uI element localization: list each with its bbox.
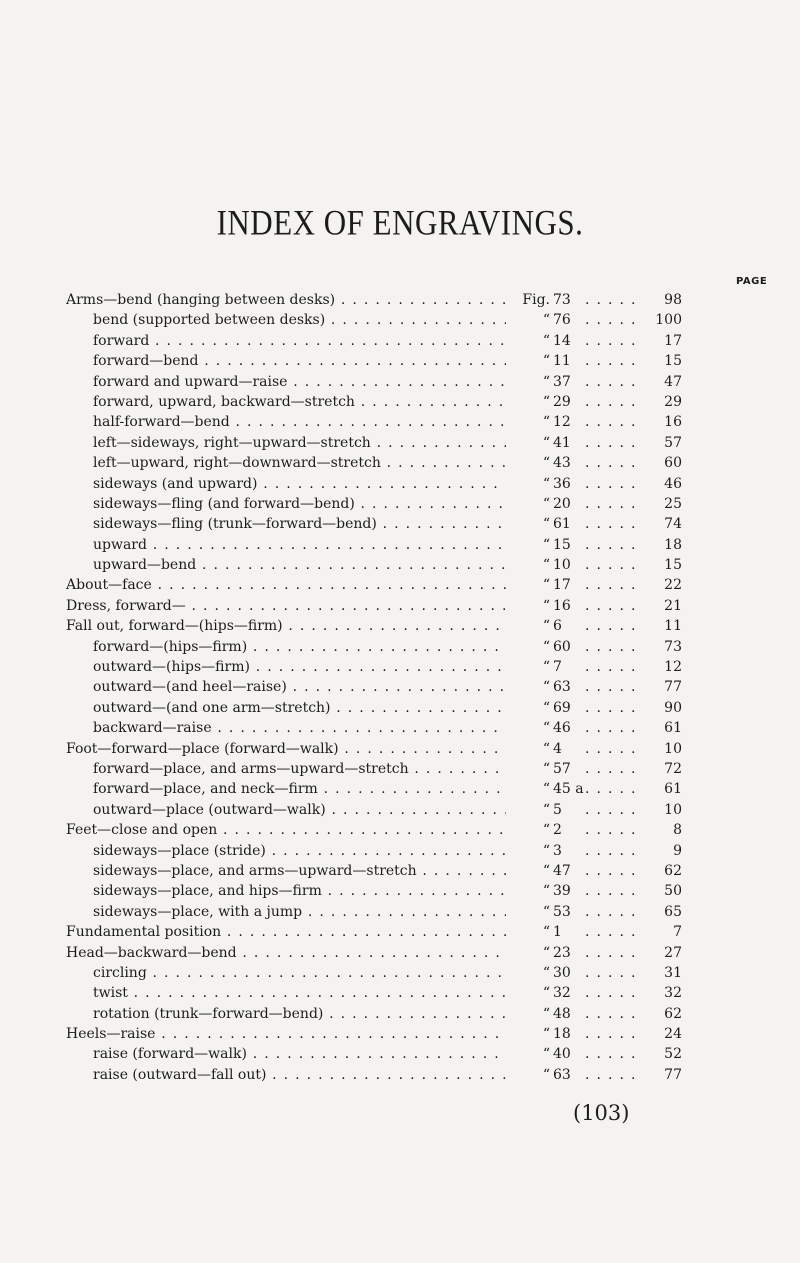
index-entry <box>0 290 800 310</box>
figure-number: 4 <box>553 740 562 757</box>
page-number-ref: 24 <box>642 1024 682 1044</box>
figure-number: 11 <box>553 353 571 370</box>
page-number-ref: 16 <box>642 412 682 432</box>
page-number-ref: 74 <box>642 514 682 534</box>
dot-leader <box>585 474 645 494</box>
index-entry <box>0 616 800 636</box>
index-entry <box>0 1024 800 1044</box>
index-entry <box>0 759 800 779</box>
page-number-ref: 77 <box>642 677 682 697</box>
index-entry <box>0 657 800 677</box>
figure-abbrev: “ <box>506 575 550 595</box>
figure-abbrev: “ <box>506 372 550 392</box>
page-number-ref: 18 <box>642 535 682 555</box>
figure-number: 15 <box>553 536 571 553</box>
figure-abbrev: “ <box>506 718 550 738</box>
index-entry <box>0 881 800 901</box>
figure-number: 14 <box>553 332 571 349</box>
dot-leader <box>585 983 645 1003</box>
dot-leader <box>585 677 645 697</box>
entry-label: outward—(and one arm—stretch) . . . <box>93 698 506 718</box>
figure-abbrev: “ <box>506 331 550 351</box>
figure-abbrev: “ <box>506 535 550 555</box>
figure-abbrev: “ <box>506 657 550 677</box>
page-number-ref: 62 <box>642 1004 682 1024</box>
figure-number: 53 <box>553 903 571 920</box>
figure-abbrev: “ <box>506 943 550 963</box>
dot-leader <box>585 290 645 310</box>
entry-label: forward—bend . . . <box>93 351 506 371</box>
page-number-ref: 10 <box>642 800 682 820</box>
dot-leader <box>585 637 645 657</box>
index-entry <box>0 331 800 351</box>
entry-label: forward and upward—raise . . . <box>93 372 506 392</box>
figure-number: 69 <box>553 699 571 716</box>
entry-label: twist . . . <box>93 983 506 1003</box>
figure-abbrev: “ <box>506 555 550 575</box>
figure-number: 36 <box>553 475 571 492</box>
index-entry <box>0 820 800 840</box>
page-number-ref: 90 <box>642 698 682 718</box>
entry-label: Dress, forward— . . . <box>66 596 506 616</box>
figure-number: 16 <box>553 597 571 614</box>
dot-leader <box>585 494 645 514</box>
figure-number: 73 <box>553 292 571 308</box>
page-number-ref: 12 <box>642 657 682 677</box>
figure-number: 10 <box>553 557 571 574</box>
entry-label: Head—backward—bend . . . <box>66 943 506 963</box>
index-entry <box>0 392 800 412</box>
dot-leader <box>585 759 645 779</box>
dot-leader <box>585 841 645 861</box>
dot-leader <box>585 902 645 922</box>
figure-abbrev: “ <box>506 779 550 799</box>
figure-abbrev: “ <box>506 637 550 657</box>
figure-abbrev: “ <box>506 800 550 820</box>
index-entry <box>0 433 800 453</box>
figure-number: 12 <box>553 414 571 431</box>
index-entry <box>0 310 800 330</box>
figure-number: 45 a <box>553 781 584 798</box>
page-number-ref: 8 <box>642 820 682 840</box>
figure-number: 37 <box>553 373 571 390</box>
dot-leader <box>585 555 645 575</box>
index-entry <box>0 1004 800 1024</box>
figure-abbrev: “ <box>506 351 550 371</box>
figure-abbrev: “ <box>506 739 550 759</box>
entry-label: sideways—place, with a jump . . . <box>93 902 506 922</box>
entry-label: Fundamental position . . . <box>66 922 506 942</box>
page-number-ref: 27 <box>642 943 682 963</box>
index-entry <box>0 351 800 371</box>
page-number-ref: 47 <box>642 372 682 392</box>
index-entry <box>0 800 800 820</box>
dot-leader <box>585 1065 645 1085</box>
entry-label: sideways—fling (and forward—bend) . . . <box>93 494 506 514</box>
index-entry <box>0 943 800 963</box>
entry-label: forward—place, and neck—firm . . . <box>93 779 506 799</box>
index-entry <box>0 372 800 392</box>
entry-label: About—face . . . <box>66 575 506 595</box>
entry-label: Heels—raise . . . <box>66 1024 506 1044</box>
figure-number: 30 <box>553 964 571 981</box>
figure-number: 18 <box>553 1026 571 1043</box>
page-number-ref: 15 <box>642 555 682 575</box>
index-entry <box>0 779 800 799</box>
figure-number: 2 <box>553 822 562 839</box>
entry-label: Arms—bend (hanging between desks) . . . <box>66 290 506 310</box>
figure-abbrev: “ <box>506 310 550 330</box>
page-number-ref: 72 <box>642 759 682 779</box>
entry-label: rotation (trunk—forward—bend) . . . <box>93 1004 506 1024</box>
entry-label: half-forward—bend . . . <box>93 412 506 432</box>
dot-leader <box>585 514 645 534</box>
page-number-ref: 31 <box>642 963 682 983</box>
page-number-ref: 60 <box>642 453 682 473</box>
figure-abbrev: “ <box>506 677 550 697</box>
figure-number: 61 <box>553 516 571 533</box>
figure-abbrev: “ <box>506 514 550 534</box>
index-entry <box>0 718 800 738</box>
index-entry <box>0 637 800 657</box>
figure-number: 43 <box>553 455 571 472</box>
figure-abbrev: “ <box>506 474 550 494</box>
dot-leader <box>585 535 645 555</box>
figure-abbrev: “ <box>506 759 550 779</box>
entry-label: sideways (and upward) . . . <box>93 474 506 494</box>
dot-leader <box>585 779 645 799</box>
entry-label: outward—(hips—firm) . . . <box>93 657 506 677</box>
entry-label: upward . . . <box>93 535 506 555</box>
dot-leader <box>585 718 645 738</box>
page-number-ref: 25 <box>642 494 682 514</box>
figure-number: 46 <box>553 720 571 737</box>
entry-label: forward—place, and arms—upward—stretch . . . <box>93 759 506 779</box>
figure-number: 29 <box>553 393 571 410</box>
figure-number: 63 <box>553 1066 571 1083</box>
page-number-ref: 17 <box>642 331 682 351</box>
entry-label: raise (outward—fall out) . . . <box>93 1065 506 1085</box>
entry-label: forward—(hips—firm) . . . <box>93 637 506 657</box>
figure-number: 6 <box>553 618 562 635</box>
index-entry <box>0 1044 800 1064</box>
figure-number: 41 <box>553 434 571 451</box>
index-entry <box>0 555 800 575</box>
dot-leader <box>585 596 645 616</box>
figure-number: 5 <box>553 801 562 818</box>
index-entry <box>0 474 800 494</box>
dot-leader <box>585 820 645 840</box>
figure-abbrev: “ <box>506 433 550 453</box>
page-number-ref: 100 <box>642 310 682 330</box>
index-entry <box>0 861 800 881</box>
figure-number: 60 <box>553 638 571 655</box>
figure-abbrev: “ <box>506 861 550 881</box>
dot-leader <box>585 310 645 330</box>
index-entry <box>0 922 800 942</box>
page-number-ref: 61 <box>642 779 682 799</box>
entry-label: raise (forward—walk) . . . <box>93 1044 506 1064</box>
page-number-ref: 62 <box>642 861 682 881</box>
dot-leader <box>585 575 645 595</box>
figure-number: 48 <box>553 1005 571 1022</box>
figure-number: 23 <box>553 944 571 961</box>
dot-leader <box>585 739 645 759</box>
index-entry <box>0 698 800 718</box>
figure-abbrev: “ <box>506 1004 550 1024</box>
index-entry <box>0 1065 800 1085</box>
index-entry <box>0 902 800 922</box>
figure-abbrev: Fig. <box>506 290 550 310</box>
figure-number: 7 <box>553 659 562 676</box>
figure-number: 76 <box>553 312 571 329</box>
index-list <box>0 290 800 1085</box>
entry-label: upward—bend . . . <box>93 555 506 575</box>
entry-label: outward—(and heel—raise) . . . <box>93 677 506 697</box>
dot-leader <box>585 943 645 963</box>
page-number-ref: 52 <box>642 1044 682 1064</box>
page-number-ref: 11 <box>642 616 682 636</box>
index-entry <box>0 494 800 514</box>
dot-leader <box>585 433 645 453</box>
figure-abbrev: “ <box>506 881 550 901</box>
figure-abbrev: “ <box>506 412 550 432</box>
index-entry <box>0 739 800 759</box>
entry-label: outward—place (outward—walk) . . . <box>93 800 506 820</box>
dot-leader <box>585 698 645 718</box>
entry-label: sideways—place (stride) . . . <box>93 841 506 861</box>
figure-abbrev: “ <box>506 596 550 616</box>
dot-leader <box>585 392 645 412</box>
page-title: INDEX OF ENGRAVINGS. <box>216 202 584 243</box>
index-entry <box>0 453 800 473</box>
dot-leader <box>585 453 645 473</box>
page-number-ref: 61 <box>642 718 682 738</box>
figure-number: 57 <box>553 760 571 777</box>
figure-abbrev: “ <box>506 453 550 473</box>
dot-leader <box>585 1024 645 1044</box>
figure-abbrev: “ <box>506 392 550 412</box>
figure-number: 17 <box>553 577 571 594</box>
figure-number: 63 <box>553 679 571 696</box>
figure-abbrev: “ <box>506 1065 550 1085</box>
figure-number: 39 <box>553 883 571 900</box>
dot-leader <box>585 372 645 392</box>
figure-abbrev: “ <box>506 922 550 942</box>
dot-leader <box>585 1044 645 1064</box>
entry-label: Feet—close and open . . . <box>66 820 506 840</box>
page-number-ref: 15 <box>642 351 682 371</box>
entry-label: forward, upward, backward—stretch . . . <box>93 392 506 412</box>
dot-leader <box>585 963 645 983</box>
page-number-ref: 22 <box>642 575 682 595</box>
entry-label: backward—raise . . . <box>93 718 506 738</box>
index-entry <box>0 535 800 555</box>
entry-label: sideways—place, and hips—firm . . . <box>93 881 506 901</box>
page-number-ref: 9 <box>642 841 682 861</box>
page-number-ref: 29 <box>642 392 682 412</box>
page-number-ref: 57 <box>642 433 682 453</box>
page-number-ref: 50 <box>642 881 682 901</box>
entry-label: left—sideways, right—upward—stretch . . . <box>93 433 506 453</box>
page-number: (103) <box>573 1101 630 1125</box>
dot-leader <box>585 616 645 636</box>
figure-abbrev: “ <box>506 494 550 514</box>
figure-number: 1 <box>553 924 562 941</box>
index-entry <box>0 412 800 432</box>
figure-abbrev: “ <box>506 1044 550 1064</box>
entry-label: Foot—forward—place (forward—walk) . . . <box>66 739 506 759</box>
index-entry <box>0 841 800 861</box>
figure-abbrev: “ <box>506 698 550 718</box>
dot-leader <box>585 800 645 820</box>
figure-number: 32 <box>553 985 571 1002</box>
figure-abbrev: “ <box>506 983 550 1003</box>
entry-label: Fall out, forward—(hips—firm) . . . <box>66 616 506 636</box>
page-number-ref: 32 <box>642 983 682 1003</box>
dot-leader <box>585 331 645 351</box>
page-number-ref: 10 <box>642 739 682 759</box>
figure-number: 47 <box>553 862 571 879</box>
dot-leader <box>585 657 645 677</box>
figure-abbrev: “ <box>506 902 550 922</box>
page-column-header: PAGE <box>736 276 768 287</box>
dot-leader <box>585 412 645 432</box>
page-number-ref: 7 <box>642 922 682 942</box>
dot-leader <box>585 922 645 942</box>
index-entry <box>0 575 800 595</box>
figure-abbrev: “ <box>506 820 550 840</box>
figure-number: 20 <box>553 495 571 512</box>
page-number-ref: 46 <box>642 474 682 494</box>
dot-leader <box>585 881 645 901</box>
dot-leader <box>585 1004 645 1024</box>
index-entry <box>0 514 800 534</box>
page-number-ref: 73 <box>642 637 682 657</box>
entry-label: circling . . . <box>93 963 506 983</box>
page-number-ref: 77 <box>642 1065 682 1085</box>
entry-label: sideways—place, and arms—upward—stretch . . . <box>93 861 506 881</box>
entry-label: bend (supported between desks) . . . <box>93 310 506 330</box>
entry-label: sideways—fling (trunk—forward—bend) . . . <box>93 514 506 534</box>
index-entry <box>0 963 800 983</box>
figure-abbrev: “ <box>506 1024 550 1044</box>
index-entry <box>0 677 800 697</box>
page-number-ref: 21 <box>642 596 682 616</box>
figure-abbrev: “ <box>506 963 550 983</box>
figure-number: 40 <box>553 1046 571 1063</box>
figure-abbrev: “ <box>506 841 550 861</box>
figure-number: 3 <box>553 842 562 859</box>
dot-leader <box>585 351 645 371</box>
entry-label: left—upward, right—downward—stretch . . . <box>93 453 506 473</box>
page-number-ref: 65 <box>642 902 682 922</box>
index-entry <box>0 596 800 616</box>
entry-label: forward . . . <box>93 331 506 351</box>
figure-abbrev: “ <box>506 616 550 636</box>
index-entry <box>0 983 800 1003</box>
page-number-ref: 98 <box>642 290 682 310</box>
dot-leader <box>585 861 645 881</box>
